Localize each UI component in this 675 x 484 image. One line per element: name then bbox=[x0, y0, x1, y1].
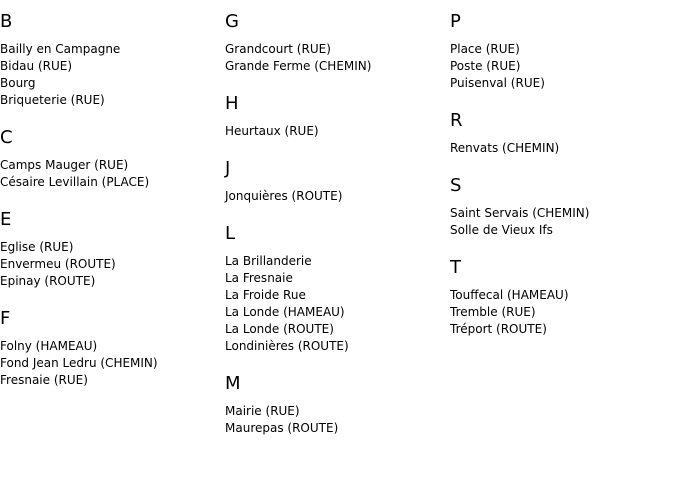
street-item[interactable]: Place (RUE) bbox=[450, 42, 520, 56]
street-item[interactable]: Fresnaie (RUE) bbox=[0, 373, 88, 387]
street-item[interactable]: La Londe (ROUTE) bbox=[225, 322, 334, 336]
street-item[interactable]: La Froide Rue bbox=[225, 288, 306, 302]
street-item[interactable]: Camps Mauger (RUE) bbox=[0, 158, 129, 172]
street-item[interactable]: Touffecal (HAMEAU) bbox=[450, 288, 569, 302]
street-list bbox=[450, 41, 675, 92]
letter-group-s bbox=[450, 164, 675, 239]
street-item[interactable]: Maurepas (ROUTE) bbox=[225, 421, 339, 435]
street-list bbox=[0, 239, 225, 290]
letter-heading: B bbox=[0, 11, 13, 32]
street-item[interactable]: Eglise (RUE) bbox=[0, 240, 74, 254]
street-list bbox=[225, 41, 450, 75]
letter-group-b bbox=[0, 0, 225, 109]
street-item[interactable]: Londinières (ROUTE) bbox=[225, 339, 349, 353]
street-item[interactable]: Césaire Levillain (PLACE) bbox=[0, 175, 150, 189]
letter-group-f bbox=[0, 297, 225, 389]
street-item[interactable]: Jonquières (ROUTE) bbox=[225, 189, 343, 203]
street-item[interactable]: La Brillanderie bbox=[225, 254, 312, 268]
letter-group-r bbox=[450, 99, 675, 157]
letter-heading: J bbox=[225, 158, 231, 179]
street-item[interactable]: Bourg bbox=[0, 76, 36, 90]
street-item[interactable]: Solle de Vieux Ifs bbox=[450, 223, 553, 237]
letter-heading: E bbox=[0, 209, 12, 230]
street-item[interactable]: Mairie (RUE) bbox=[225, 404, 300, 418]
letter-heading: R bbox=[450, 110, 463, 131]
street-item[interactable]: Renvats (CHEMIN) bbox=[450, 141, 560, 155]
letter-heading: G bbox=[225, 11, 239, 32]
street-item[interactable]: Heurtaux (RUE) bbox=[225, 124, 319, 138]
street-list bbox=[225, 188, 450, 205]
letter-heading: P bbox=[450, 11, 461, 32]
letter-group-l bbox=[225, 212, 450, 355]
street-item[interactable]: Grande Ferme (CHEMIN) bbox=[225, 59, 372, 73]
street-item[interactable]: Fond Jean Ledru (CHEMIN) bbox=[0, 356, 158, 370]
letter-heading: L bbox=[225, 223, 236, 244]
street-list bbox=[450, 205, 675, 239]
street-list bbox=[450, 140, 675, 157]
street-item[interactable]: Epinay (ROUTE) bbox=[0, 274, 96, 288]
street-list bbox=[225, 123, 450, 140]
street-item[interactable]: Tremble (RUE) bbox=[450, 305, 536, 319]
letter-group-j bbox=[225, 147, 450, 205]
letter-heading: M bbox=[225, 373, 241, 394]
street-index-column-1 bbox=[0, 0, 225, 389]
letter-heading: H bbox=[225, 93, 239, 114]
letter-heading: C bbox=[0, 127, 13, 148]
street-list bbox=[0, 338, 225, 389]
street-item[interactable]: La Fresnaie bbox=[225, 271, 293, 285]
street-item[interactable]: Poste (RUE) bbox=[450, 59, 521, 73]
letter-group-c bbox=[0, 116, 225, 191]
street-list bbox=[225, 253, 450, 355]
street-item[interactable]: Folny (HAMEAU) bbox=[0, 339, 98, 353]
street-list bbox=[225, 403, 450, 437]
street-list bbox=[0, 157, 225, 191]
street-list bbox=[0, 41, 225, 109]
letter-group-p bbox=[450, 0, 675, 92]
letter-heading: F bbox=[0, 308, 11, 329]
street-item[interactable]: Tréport (ROUTE) bbox=[450, 322, 547, 336]
street-item[interactable]: Envermeu (ROUTE) bbox=[0, 257, 116, 271]
street-item[interactable]: Saint Servais (CHEMIN) bbox=[450, 206, 590, 220]
street-item[interactable]: Puisenval (RUE) bbox=[450, 76, 545, 90]
street-item[interactable]: Briqueterie (RUE) bbox=[0, 93, 105, 107]
street-index-column-3 bbox=[450, 0, 675, 338]
street-item[interactable]: La Londe (HAMEAU) bbox=[225, 305, 345, 319]
letter-heading: S bbox=[450, 175, 462, 196]
letter-group-m bbox=[225, 362, 450, 437]
street-item[interactable]: Bidau (RUE) bbox=[0, 59, 73, 73]
letter-group-g bbox=[225, 0, 450, 75]
letter-group-t bbox=[450, 246, 675, 338]
street-list bbox=[450, 287, 675, 338]
street-item[interactable]: Bailly en Campagne bbox=[0, 42, 121, 56]
letter-group-e bbox=[0, 198, 225, 290]
street-item[interactable]: Grandcourt (RUE) bbox=[225, 42, 331, 56]
street-index-column-2 bbox=[225, 0, 450, 437]
letter-heading: T bbox=[450, 257, 461, 278]
letter-group-h bbox=[225, 82, 450, 140]
